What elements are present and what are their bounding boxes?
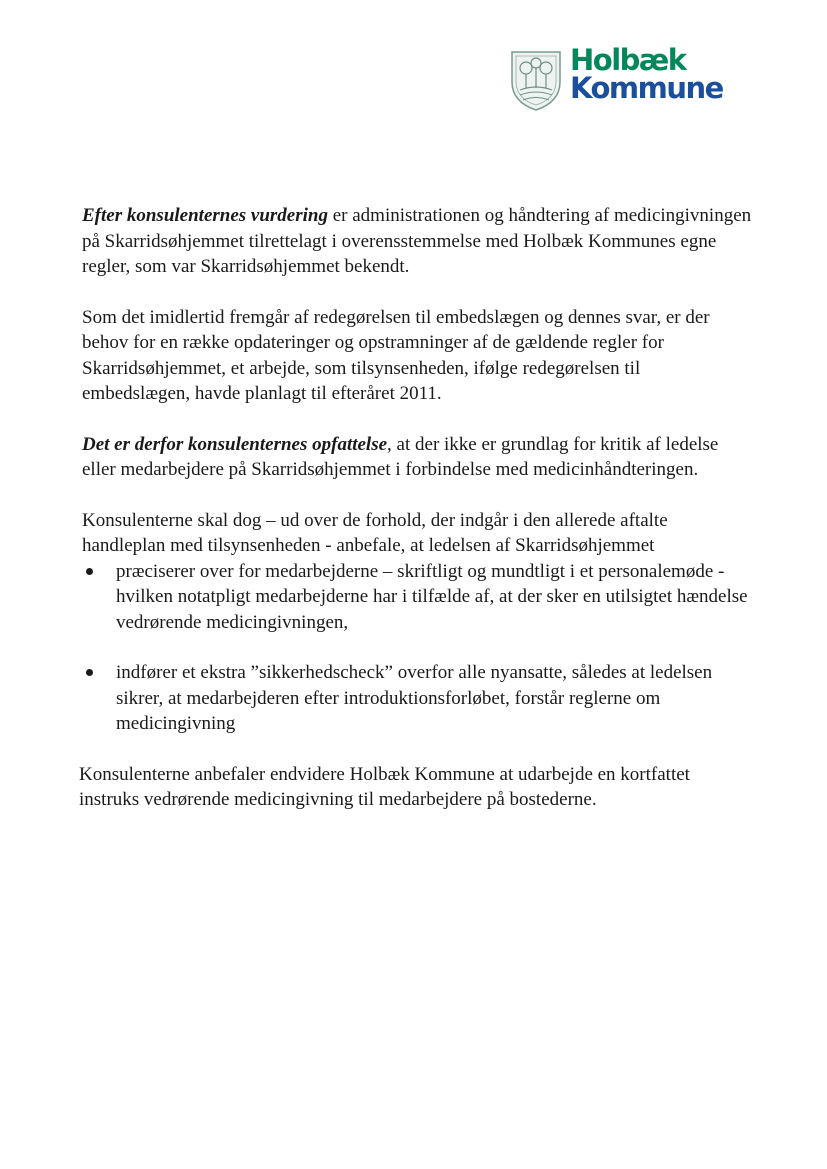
list-item-text: indfører et ekstra ”sikkerhedscheck” overfor alle nyansatte, således at ledelsen sikrer, at medarbejderen efter introduktionsforløbet, forstår reglerne om medicingivning [116,662,713,734]
bullet-icon [86,669,93,676]
paragraph-assessment [82,203,752,280]
logo-line-2: Kommune [570,71,723,105]
list-item-text: præciserer over for medarbejderne – skriftligt og mundtligt i et personalemøde - hvilken notatpligt medarbejderne har i tilfælde af, at der sker en utilsigtet hændelse vedrørende medicingivningen, [116,560,748,633]
paragraph-closing: Konsulenterne anbefaler endvidere Holbæk Kommune at udarbejde en kortfattet instruks vedrørende medicingivning til medarbejdere på bostederne. [79,763,690,810]
paragraph-lead: Efter konsulenternes vurdering [82,205,328,226]
recommendation-list [82,559,752,737]
paragraph-lead: Det er derfor konsulenternes opfattelse [82,433,388,455]
document-body [79,203,752,838]
paragraph-recommendation-intro [82,508,752,559]
paragraph-text: Konsulenterne skal dog – ud over de forhold, der indgår i den allerede aftalte handleplan med tilsynsenheden - anbefale, at ledelsen af Skarridsøhjemmet [82,509,668,556]
paragraph-text: er administrationen og håndtering af medicingivningen på Skarridsøhjemmet tilrettelagt i overensstemmelse med Holbæk Kommunes egne regler, som var Skarridsøhjemmet bekendt. [82,205,752,277]
paragraph-conclusion [82,432,752,483]
paragraph-updates [82,305,752,407]
logo-line-1: Holbæk [570,43,686,77]
logo-wordmark [570,43,723,105]
bullet-icon [86,568,93,575]
paragraph-text: Som det imidlertid fremgår af redegørelsen til embedslægen og dennes svar, er der behov for en række opdateringer og opstramninger af de gældende regler for Skarridsøhjemmet, et arbejde, som tilsynsenheden, ifølge redegørelsen til embedslægen, havde planlagt til efteråret 2011. [82,306,710,404]
municipal-crest-icon [508,48,564,112]
list-item [82,660,752,737]
paragraph-text: , at der ikke er grundlag for kritik af ledelse eller medarbejdere på Skarridsøhjemmet i forbindelse med medicinhåndteringen. [82,433,719,480]
holbaek-kommune-logo [508,43,753,112]
list-item [82,559,752,636]
